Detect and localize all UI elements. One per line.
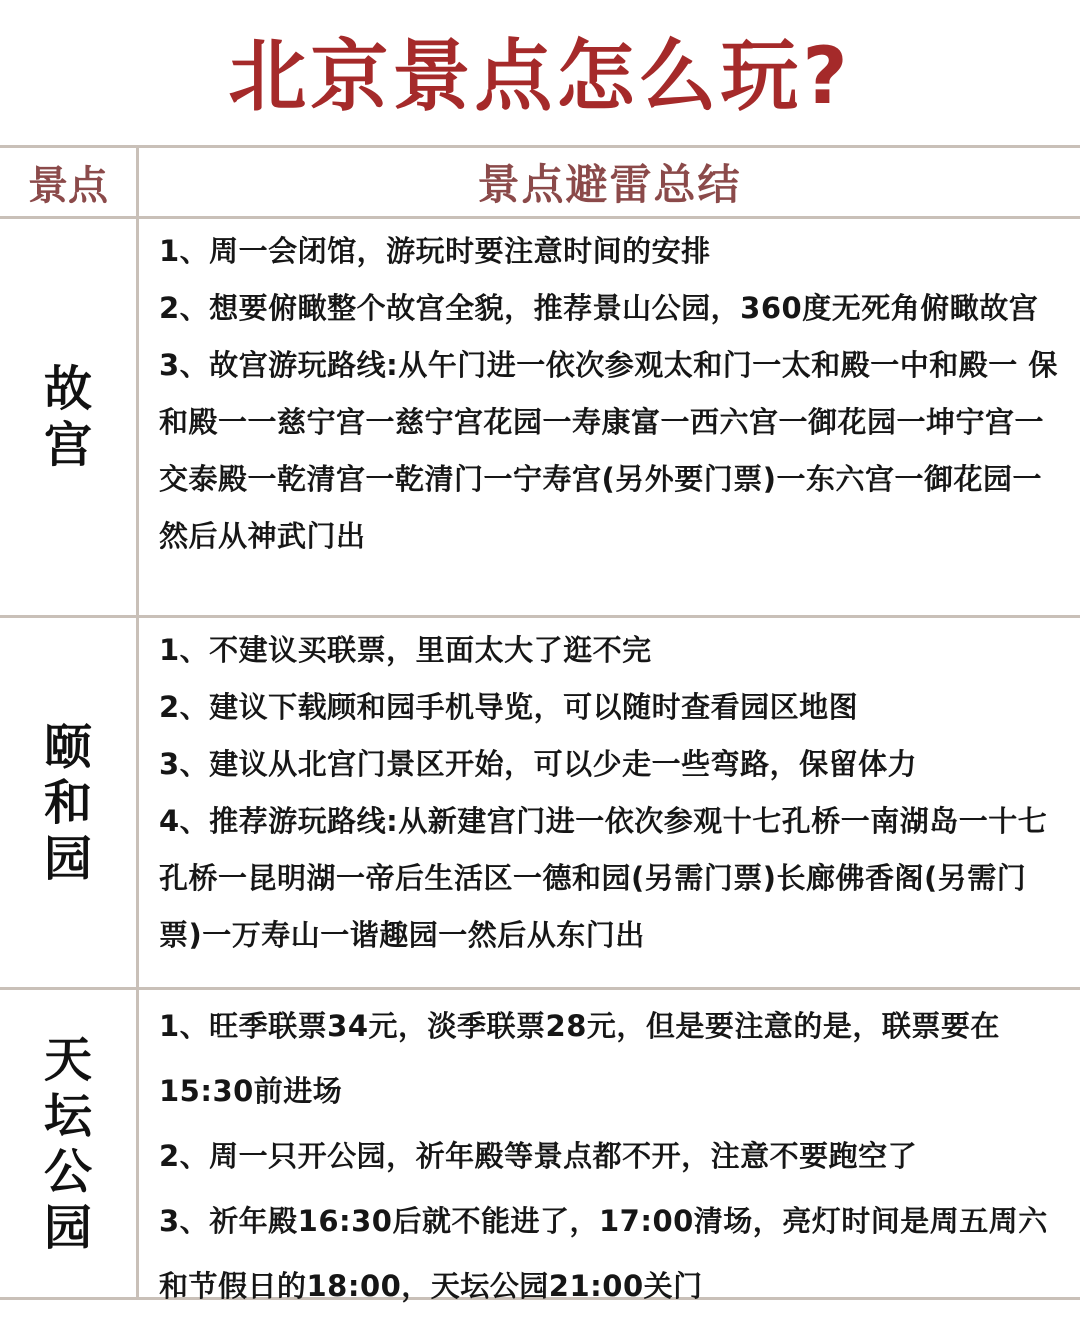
table-row-gugong <box>0 219 1080 618</box>
table-header <box>0 148 1080 219</box>
header-summary: 景点避雷总结 <box>477 160 742 209</box>
page-title: 北京景点怎么玩? <box>228 32 852 122</box>
table-row-yiheyuan <box>0 618 1080 990</box>
tip-item: 3、故宫游玩路线:从午门进一依次参观太和门一太和殿一中和殿一 保和殿一一慈宁宫一慈宁宫花园一寿康富一西六宫一御花园一坤宁宫一交泰殿一乾清宫一乾清门一宁寿宫(另外要门票)一东六宫一御花园一然后从神武门出 <box>159 348 1058 553</box>
attraction-name: 故宫 <box>43 361 92 473</box>
tips-cell <box>139 990 1080 1303</box>
tip-item: 2、周一只开公园，祈年殿等景点都不开，注意不要跑空了 <box>159 1139 918 1173</box>
tips-cell <box>139 219 1080 615</box>
tip-item: 1、旺季联票34元，淡季联票28元，但是要注意的是，联票要在15:30前进场 <box>159 1009 1000 1108</box>
tip-item: 3、祈年殿16:30后就不能进了，17:00清场，亮灯时间是周五周六和节假日的18:00，天坛公园21:00关门 <box>159 1204 1048 1303</box>
attraction-name-cell <box>0 618 139 987</box>
attraction-name-cell <box>0 219 139 615</box>
tips-cell <box>139 618 1080 987</box>
attraction-name: 天坛公园 <box>43 1031 92 1256</box>
table-row-tiantan <box>0 990 1080 1303</box>
summary-table <box>0 145 1080 1303</box>
tip-item: 1、不建议买联票，里面太大了逛不完 <box>159 633 652 667</box>
tip-item: 1、周一会闭馆，游玩时要注意时间的安排 <box>159 234 711 268</box>
header-attraction: 景点 <box>0 148 139 216</box>
tip-item: 2、想要俯瞰整个故宫全貌，推荐景山公园，360度无死角俯瞰故宫 <box>159 291 1039 325</box>
tip-item: 2、建议下载顾和园手机导览，可以随时查看园区地图 <box>159 690 859 724</box>
tip-item: 3、建议从北宫门景区开始，可以少走一些弯路，保留体力 <box>159 747 918 781</box>
tip-item: 4、推荐游玩路线:从新建宫门进一依次参观十七孔桥一南湖岛一十七孔桥一昆明湖一帝后生活区一德和园(另需门票)长廊佛香阁(另需门票)一万寿山一谐趣园一然后从东门出 <box>159 804 1048 952</box>
attraction-name-cell <box>0 990 139 1297</box>
attraction-name: 颐和园 <box>43 718 92 887</box>
